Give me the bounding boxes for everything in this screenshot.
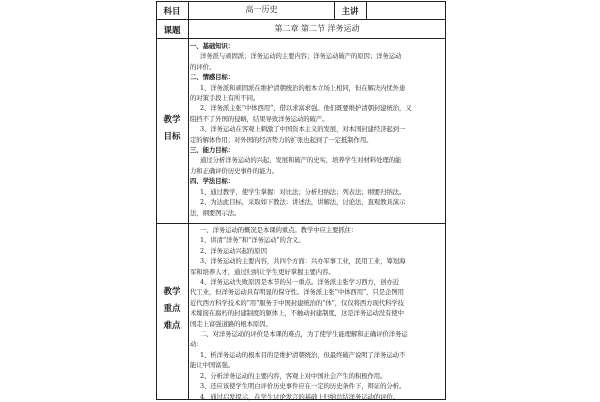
objectives-line: 2、为达此目标，采取如下教法：讲述法，讲解法，讨论法，直观教具演示	[200, 198, 406, 207]
objectives-content	[190, 41, 442, 218]
keypoints-line: 术嫁接在腐朽的封建制度的躯体上，不触动封建制度，这是洋务运动没有使中	[190, 309, 404, 318]
keypoints-label-line-1: 教学	[163, 287, 181, 297]
keypoints-label	[156, 284, 188, 335]
table-border-right	[445, 1, 446, 400]
keypoints-label-line-3: 难点	[163, 321, 181, 331]
lecturer-label: 主讲	[341, 7, 359, 17]
lesson-plan-table	[156, 0, 446, 400]
subject-value: 高一历史	[245, 5, 278, 14]
objectives-line: 的评价。	[190, 62, 216, 71]
row-divider-3	[156, 223, 446, 224]
keypoints-line: 军和培养人才，通过归纳让学生更好掌握主要内容。	[190, 267, 335, 276]
topic-label: 课题	[163, 26, 181, 36]
keypoints-line: 2、分析洋务运动的主要内容，客观上对中国社会产生的积极作用。	[200, 371, 387, 380]
keypoints-line: 2、洋务运动兴起的原因	[200, 246, 267, 255]
keypoints-line: 国走上富强道路的根本原因。	[190, 319, 272, 328]
keypoints-label-line-2: 重点	[163, 304, 181, 314]
objectives-line: 定的解体作用；对外国的经济势力的扩张也起到了一定抵制作用。	[190, 135, 373, 144]
column-divider-lecturer-right	[366, 1, 367, 20]
objectives-line: 一、基础知识：	[190, 42, 235, 50]
objectives-line: 通过分析洋务运动的兴起、发展和破产的史实，培养学生对材料处理的能	[200, 156, 402, 165]
keypoints-content	[190, 225, 442, 402]
objectives-line: 1、洋务派和顽固派在维护清朝统治的根本立场上相同，但在解决内忧外患	[200, 83, 406, 92]
objectives-line: 2、洋务派主张“中体西用”，借以求富求强。他们既要维护清朝封建统治，又	[200, 104, 412, 113]
keypoints-line: 3、洋务运动的主要内容，共四个方面：兴办军事工业，民用工业，筹划海	[200, 257, 406, 266]
objectives-line: 洋务派与顽固派；洋务运动的主要内容；洋务运动破产的原因；洋务运动	[200, 52, 402, 61]
column-divider-label	[188, 1, 189, 400]
objectives-line: 阻挡不了外国的侵略，结果导致洋务运动的破产。	[190, 114, 329, 123]
objectives-line: 法，纲要图示法。	[190, 208, 241, 217]
objectives-line: 的对策手段上有所不同。	[190, 94, 260, 103]
keypoints-line: 近代西方科学技术的“用”服务于中国封建统治的“体”，仅仅将西方现代科学技	[190, 298, 404, 307]
row-divider-2	[156, 38, 446, 39]
objectives-line: 三、能力目标：	[190, 146, 235, 155]
keypoints-line: 1、讲清“洋务”和“洋务运动”的含义。	[200, 236, 305, 245]
objectives-label	[156, 112, 188, 146]
objectives-line: 四、学法目标：	[190, 177, 235, 186]
keypoints-line: 能让中国富强。	[190, 361, 235, 370]
table-border-top	[156, 1, 446, 2]
keypoints-line: 二、对洋务运动的评价是本课的难点，为了使学生能理解和正确评价洋务运	[200, 330, 408, 339]
keypoints-line: 一、洋务运动的概况是本课的重点。教学中应主要抓住：	[200, 226, 358, 234]
objectives-line: 力和正确评价历史事件的能力。	[190, 166, 279, 175]
keypoints-line: 4、通过启发提示，在学生讨论发言的基础上归纳总结洋务运动的评价。	[200, 392, 399, 401]
objectives-line: 1、通过教学，使学生掌握：对比法；分析归纳法；列表法；纲要归纳法。	[200, 187, 406, 196]
keypoints-line: 3、还应该使学生明白评价历史事件应在一定的历史条件下，辩证的分析。	[200, 382, 406, 391]
objectives-line: 二、情感目标：	[190, 73, 235, 82]
subject-label: 科目	[163, 7, 181, 17]
row-divider-1	[156, 19, 446, 20]
table-border-left	[156, 1, 157, 400]
keypoints-line: 代工业，但洋务运动具有明显的保守性。洋务派主张“中体西用”，只是企图用	[190, 288, 404, 297]
keypoints-line: 1、析洋务运动的根本目的是维护清朝统治，但最终破产说明了洋务运动不	[200, 350, 406, 359]
objectives-line: 3、洋务运动在客观上刺激了中国资本主义的发展，对本国封建经济起到一	[200, 125, 406, 134]
topic-value: 第二章 第二节 洋务运动	[274, 24, 360, 33]
keypoints-line: 4、洋务运动失败原因是本节的另一重点。洋务派主张学习西方，创办近	[200, 278, 399, 287]
objectives-label-line-1: 教学	[163, 115, 181, 125]
keypoints-line: 动：	[190, 340, 203, 349]
objectives-label-line-2: 目标	[163, 132, 181, 142]
